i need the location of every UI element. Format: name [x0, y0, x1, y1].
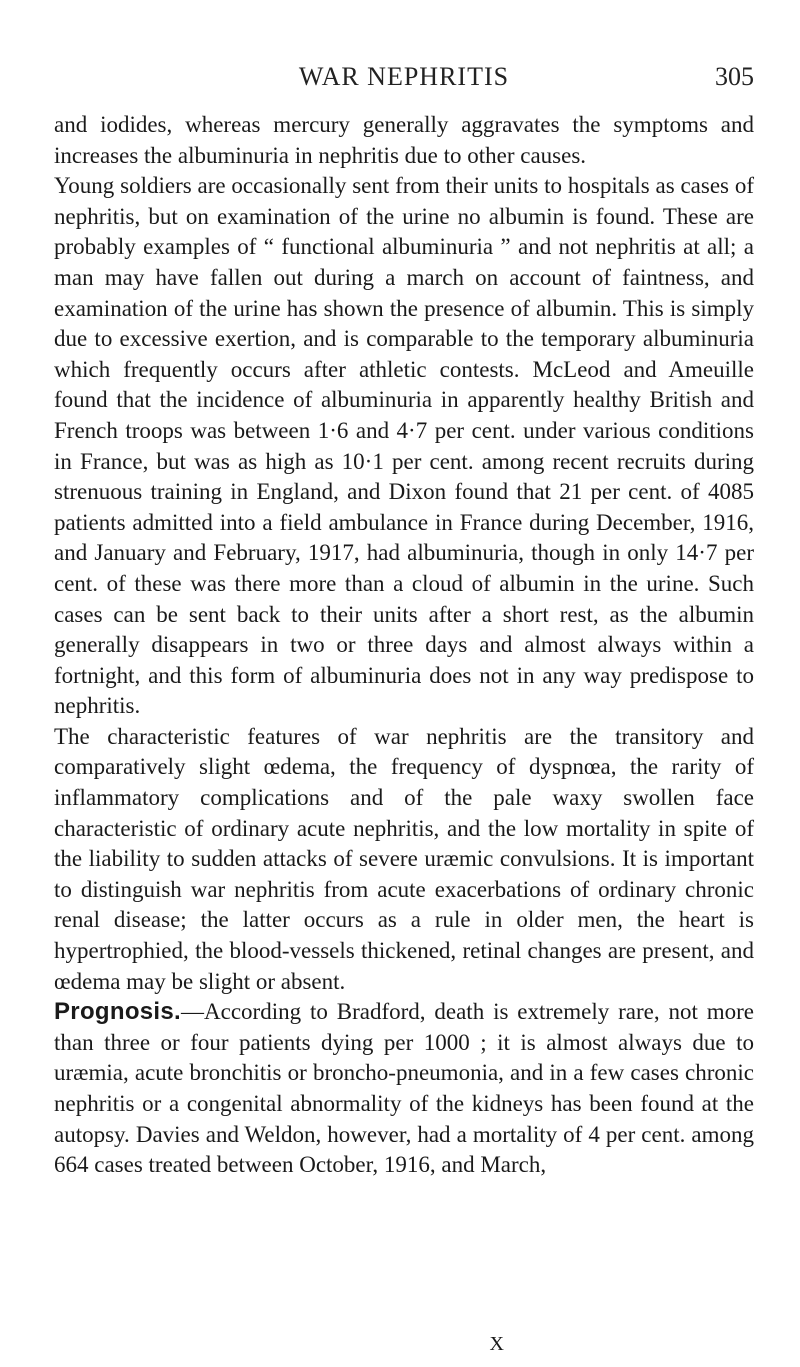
body-text: [54, 110, 754, 1181]
signature-mark: X: [489, 1333, 504, 1355]
paragraph-prognosis: [54, 997, 754, 1181]
paragraph-continuation: and iodides, whereas mercury generally aggravates the symptoms and increases the albuminuria in nephritis due to other causes.: [54, 112, 754, 168]
prognosis-heading: Prognosis.: [54, 998, 182, 1026]
running-title: WAR NEPHRITIS: [298, 62, 510, 91]
prognosis-text: —According to Bradford, death is extremely rare, not more than three or four patients dying per 1000 ; it is almost always due to uræmia, acute bronchitis or broncho-pneumonia, and in a few cases chronic nephritis or a congenital abnormality of the kidneys has been found at the autopsy. Davies and Weldon, however, had a mortality of 4 per cent. among 664 cases treated between October, 1916, and March,: [54, 999, 754, 1178]
page-number: 305: [715, 62, 754, 91]
book-page: [54, 0, 754, 1367]
paragraph-characteristic-features: The characteristic features of war nephritis are the transitory and comparatively slight œdema, the frequency of dyspnœa, the rarity of inflammatory complications and of the pale waxy swollen face characteristic of ordinary acute nephritis, and the low mortality in spite of the liability to sudden attacks of severe uræmic convulsions. It is important to distinguish war nephritis from acute exacerbations of ordinary chronic renal disease; the latter occurs as a rule in older men, the heart is hypertrophied, the blood-vessels thickened, retinal changes are present, and œdema may be slight or absent.: [54, 723, 754, 994]
paragraph-functional-albuminuria: Young soldiers are occasionally sent from their units to hospitals as cases of nephritis, but on examination of the urine no albumin is found. These are probably examples of “ functional albuminuria ” and not nephritis at all; a man may have fallen out during a march on account of faintness, and examination of the urine has shown the presence of albumin. This is simply due to excessive exertion, and is comparable to the temporary albuminuria which frequently occurs after athletic contests. McLeod and Ameuille found that the incidence of albuminuria in apparently healthy British and French troops was between 1·6 and 4·7 per cent. under various conditions in France, but was as high as 10·1 per cent. among recent recruits during strenuous training in England, and Dixon found that 21 per cent. of 4085 patients admitted into a field ambulance in France during December, 1916, and January and February, 1917, had albuminuria, though in only 14·7 per cent. of these was there more than a cloud of albumin in the urine. Such cases can be sent back to their units after a short rest, as the albumin generally disappears in two or three days and almost always within a fortnight, and this form of albuminuria does not in any way predispose to nephritis.: [54, 173, 754, 719]
page-header: [54, 62, 754, 98]
